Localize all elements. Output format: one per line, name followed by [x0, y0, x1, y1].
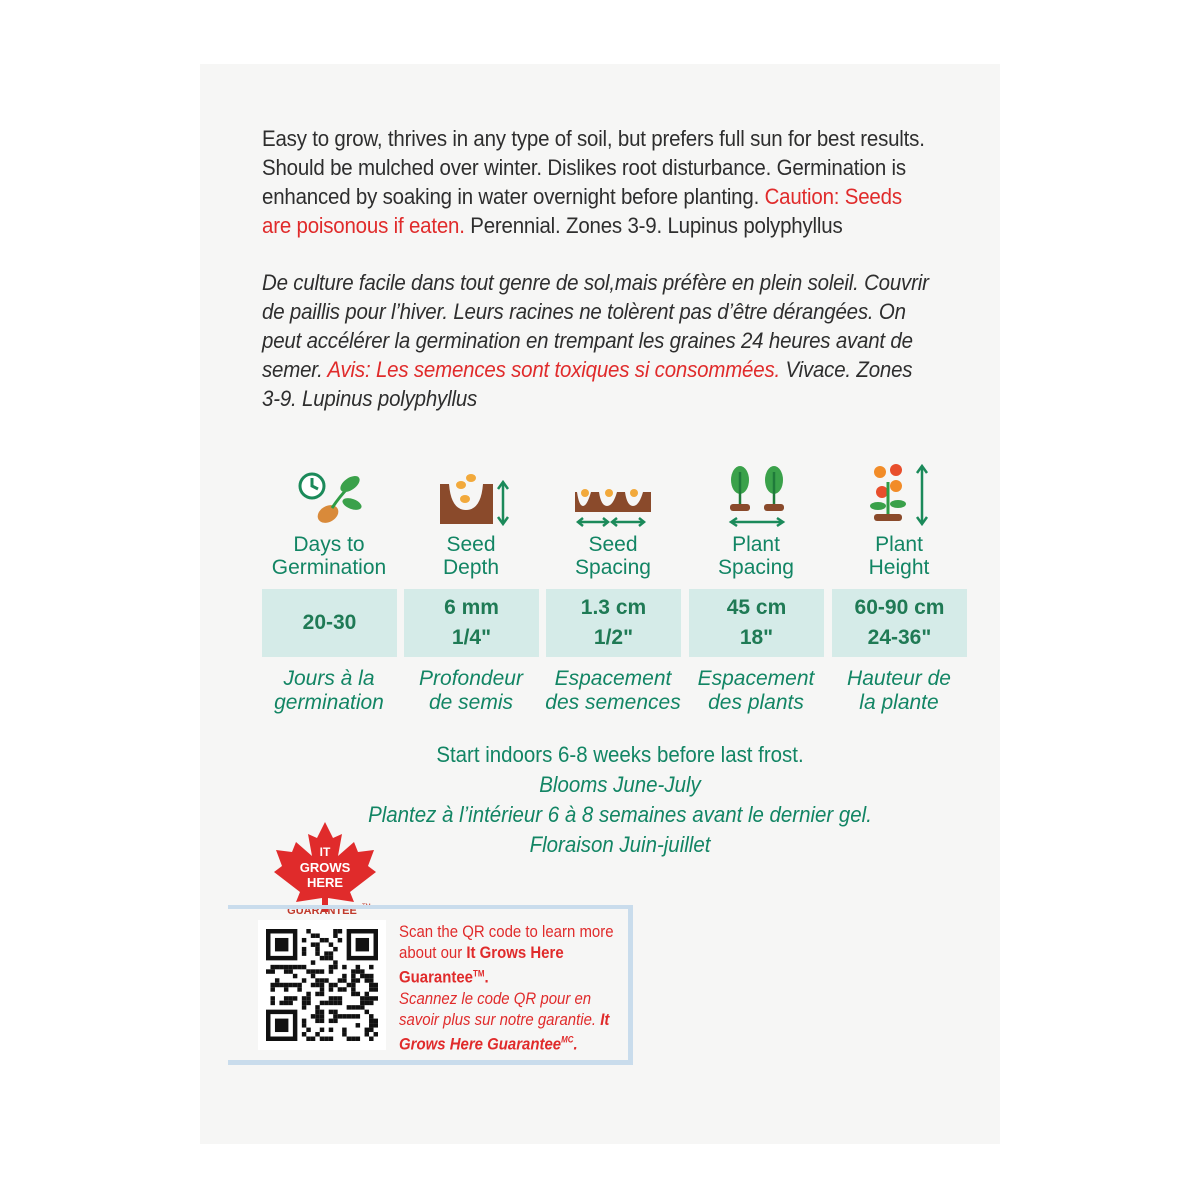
qr-module — [356, 1005, 360, 1009]
qr-module — [369, 987, 373, 991]
qr-module — [356, 1023, 360, 1027]
qr-module — [356, 978, 360, 982]
description-fr-text: De culture facile dans tout genre de sol,mais préfère en plein soleil. Couvrir de paillis pour l’hiver. Leurs racines ne tolèrent pas d’être dérangées. On peut accélérer la germination en trempant les graines 24 heures avant de semer. — [262, 270, 929, 382]
qr-module — [320, 1014, 324, 1018]
qr-module — [311, 933, 315, 937]
qr-module — [329, 942, 333, 946]
qr-module — [374, 987, 378, 991]
qr-module — [365, 978, 369, 982]
qr-module — [311, 974, 315, 978]
qr-module — [329, 965, 333, 969]
qr-module — [275, 965, 279, 969]
qr-module — [293, 983, 297, 987]
qr-module — [329, 983, 333, 987]
qr-module — [302, 1001, 306, 1005]
qr-module — [338, 1001, 342, 1005]
qr-module — [279, 965, 283, 969]
qr-module — [329, 996, 333, 1000]
qr-module — [369, 965, 373, 969]
qr-module — [351, 987, 355, 991]
qr-module — [311, 1037, 315, 1041]
qr-module — [374, 1019, 378, 1023]
description-en-text: Easy to grow, thrives in any type of soil, but prefers full sun for best results. Should be mulched over winter. Dislikes root disturbance. Germination is enhanced by soaking in water overnight before planting. — [262, 126, 925, 209]
qr-module — [356, 969, 360, 973]
qr-module — [320, 1010, 324, 1014]
qr-module — [333, 947, 337, 951]
description-french — [262, 268, 932, 413]
qr-module — [369, 1019, 373, 1023]
qr-module — [374, 996, 378, 1000]
qr-module — [356, 1014, 360, 1018]
label-profondeur-semis: Profondeur de semis — [419, 667, 523, 714]
qr-module — [306, 992, 310, 996]
qr-module — [333, 1019, 337, 1023]
qr-module — [333, 1010, 337, 1014]
qr-module — [342, 987, 346, 991]
qr-module — [315, 1005, 319, 1009]
qr-module — [342, 978, 346, 982]
qr-module — [284, 983, 288, 987]
qr-module — [315, 969, 319, 973]
qr-mc: MC — [561, 1034, 574, 1045]
qr-module — [329, 956, 333, 960]
qr-module — [333, 1014, 337, 1018]
qr-module — [369, 1014, 373, 1018]
seed-spacing-icon — [573, 462, 653, 528]
qr-module — [270, 996, 274, 1000]
qr-module — [351, 1037, 355, 1041]
badge-line-1: IT — [319, 845, 331, 859]
seed-depth-icon — [435, 462, 515, 528]
qr-module — [320, 1001, 324, 1005]
qr-module — [315, 1019, 319, 1023]
qr-module — [315, 933, 319, 937]
start-indoors-fr: Plantez à l’intérieur 6 à 8 semaines avant le dernier gel. — [368, 802, 872, 827]
qr-module — [360, 974, 364, 978]
qr-module — [311, 1014, 315, 1018]
qr-module — [324, 978, 328, 982]
qr-module — [374, 983, 378, 987]
badge-tm: TM — [362, 904, 371, 910]
qr-module — [311, 942, 315, 946]
qr-module — [315, 992, 319, 996]
qr-module — [302, 978, 306, 982]
qr-module — [293, 974, 297, 978]
qr-module — [338, 938, 342, 942]
qr-module — [329, 951, 333, 955]
qr-module — [311, 960, 315, 964]
qr-description: Scan the QR code to learn more about our It Grows Here Guarantee™. Scannez le code QR pour en savoir plus sur notre garantie. It Grows Here Guarantee$^{MC}$. — [399, 922, 614, 1054]
qr-module — [333, 1001, 337, 1005]
qr-module — [347, 1005, 351, 1009]
qr-module — [302, 938, 306, 942]
qr-module — [315, 978, 319, 982]
qr-module — [306, 1028, 310, 1032]
qr-module — [284, 965, 288, 969]
qr-module — [365, 974, 369, 978]
germination-clock-sprout-icon — [292, 462, 372, 528]
caution-fr: Avis: Les semences sont toxiques si consommées. — [327, 357, 780, 382]
plant-spacing-icon — [718, 462, 798, 528]
qr-module — [302, 965, 306, 969]
qr-module — [324, 1001, 328, 1005]
qr-module — [320, 969, 324, 973]
qr-module — [369, 974, 373, 978]
qr-module — [360, 1001, 364, 1005]
qr-module — [320, 956, 324, 960]
qr-module — [320, 1037, 324, 1041]
qr-module — [338, 987, 342, 991]
qr-module — [320, 987, 324, 991]
qr-module — [279, 1001, 283, 1005]
badge-ribbon: GUARANTEE — [287, 905, 357, 917]
qr-module — [351, 978, 355, 982]
qr-module — [297, 987, 301, 991]
blooms-en: Blooms June-July — [539, 772, 701, 797]
qr-module — [360, 969, 364, 973]
qr-code[interactable] — [266, 929, 378, 1041]
value-days-to-germination: 20-30 — [262, 589, 397, 657]
qr-code-container[interactable] — [258, 920, 386, 1050]
qr-module — [369, 1028, 373, 1032]
qr-module — [275, 978, 279, 982]
qr-module — [275, 1019, 288, 1032]
qr-module — [315, 942, 319, 946]
caution-en: Caution: Seeds are poisonous if eaten. — [262, 184, 902, 238]
label-espacement-semences: Espacement des semences — [545, 667, 681, 714]
qr-module — [338, 929, 342, 933]
qr-module — [302, 1023, 306, 1027]
qr-module — [360, 996, 364, 1000]
qr-module — [365, 992, 369, 996]
qr-module — [342, 965, 346, 969]
value-plant-spacing: 45 cm 18" — [689, 589, 824, 657]
start-indoors-en: Start indoors 6-8 weeks before last frost. — [436, 742, 804, 767]
value-plant-height: 60-90 cm 24-36" — [832, 589, 967, 657]
qr-module — [329, 969, 333, 973]
qr-module — [302, 1019, 306, 1023]
qr-module — [342, 1028, 346, 1032]
badge-line-2: GROWS — [299, 860, 351, 875]
qr-module — [320, 983, 324, 987]
qr-module — [351, 1014, 355, 1018]
blooms-fr: Floraison Juin-juillet — [529, 832, 711, 857]
description-en-tail: Perennial. Zones 3-9. Lupinus polyphyllus — [464, 213, 843, 238]
qr-module — [315, 947, 319, 951]
qr-module — [324, 951, 328, 955]
qr-module — [329, 1019, 333, 1023]
label-espacement-plants: Espacement des plants — [697, 667, 815, 714]
qr-module — [315, 1014, 319, 1018]
qr-module — [302, 1005, 306, 1009]
qr-module — [342, 1014, 346, 1018]
qr-module — [293, 996, 297, 1000]
qr-module — [338, 1014, 342, 1018]
qr-module — [333, 965, 337, 969]
qr-module — [324, 956, 328, 960]
qr-module — [329, 1010, 333, 1014]
qr-module — [329, 1028, 333, 1032]
qr-module — [356, 992, 360, 996]
qr-module — [329, 1037, 333, 1041]
qr-module — [351, 983, 355, 987]
qr-module — [356, 1037, 360, 1041]
qr-module — [320, 992, 324, 996]
value-seed-spacing: 1.3 cm 1/2" — [546, 589, 681, 657]
description-fr-tail: Vivace. Zones 3-9. Lupinus polyphyllus — [262, 357, 913, 411]
qr-module — [306, 969, 310, 973]
qr-module — [338, 996, 342, 1000]
qr-module — [333, 996, 337, 1000]
label-days-to-germination: Days to Germination — [271, 533, 387, 579]
qr-module — [284, 1001, 288, 1005]
qr-brand-en: It Grows Here Guarantee — [399, 943, 564, 987]
qr-module — [333, 960, 337, 964]
qr-module — [369, 1001, 373, 1005]
qr-module — [315, 983, 319, 987]
qr-module — [320, 938, 324, 942]
qr-module — [297, 983, 301, 987]
qr-module — [288, 983, 292, 987]
qr-module — [365, 1001, 369, 1005]
plant-height-icon — [862, 462, 942, 528]
qr-module — [369, 996, 373, 1000]
qr-module — [302, 947, 306, 951]
qr-module — [351, 969, 355, 973]
qr-module — [333, 929, 337, 933]
qr-module — [311, 983, 315, 987]
qr-module — [288, 996, 292, 1000]
qr-module — [356, 965, 360, 969]
qr-module — [279, 983, 283, 987]
qr-module — [270, 983, 274, 987]
qr-module — [266, 969, 270, 973]
qr-tm: TM — [473, 968, 485, 978]
qr-module — [320, 1019, 324, 1023]
label-seed-spacing: Seed Spacing — [575, 533, 651, 579]
qr-module — [306, 929, 310, 933]
value-seed-depth: 6 mm 1/4" — [404, 589, 539, 657]
qr-module — [315, 951, 319, 955]
qr-module — [365, 1032, 369, 1036]
qr-module — [338, 978, 342, 982]
qr-module — [356, 938, 369, 951]
label-plant-spacing: Plant Spacing — [718, 533, 794, 579]
qr-module — [306, 1001, 310, 1005]
qr-module — [369, 1037, 373, 1041]
qr-module — [288, 965, 292, 969]
qr-module — [347, 1037, 351, 1041]
qr-module — [293, 965, 297, 969]
qr-module — [342, 974, 346, 978]
qr-module — [306, 996, 310, 1000]
label-seed-depth: Seed Depth — [442, 533, 500, 579]
qr-module — [288, 969, 292, 973]
qr-module — [342, 1032, 346, 1036]
qr-module — [347, 983, 351, 987]
qr-module — [324, 1037, 328, 1041]
qr-module — [284, 996, 288, 1000]
qr-module — [365, 996, 369, 1000]
qr-module — [369, 978, 373, 982]
label-jours-germination: Jours à la germination — [274, 667, 384, 714]
badge-line-3: HERE — [306, 875, 344, 890]
qr-module — [297, 965, 301, 969]
qr-module — [329, 987, 333, 991]
qr-module — [302, 1032, 306, 1036]
qr-module — [365, 1028, 369, 1032]
qr-module — [365, 1010, 369, 1014]
qr-module — [369, 983, 373, 987]
qr-module — [270, 969, 274, 973]
qr-module — [315, 1032, 319, 1036]
qr-module — [351, 992, 355, 996]
qr-brand-fr: It Grows Here Guarantee — [399, 1009, 610, 1054]
label-plant-height: Plant Height — [868, 533, 930, 579]
qr-module — [324, 938, 328, 942]
qr-module — [270, 987, 274, 991]
qr-module — [320, 1028, 324, 1032]
qr-module — [374, 1023, 378, 1027]
qr-module — [311, 969, 315, 973]
qr-module — [360, 1005, 364, 1009]
qr-module — [333, 983, 337, 987]
qr-module — [333, 933, 337, 937]
qr-module — [270, 1001, 274, 1005]
qr-module — [275, 983, 279, 987]
qr-module — [284, 969, 288, 973]
qr-module — [275, 938, 288, 951]
qr-module — [315, 1010, 319, 1014]
qr-module — [347, 1014, 351, 1018]
qr-module — [369, 1023, 373, 1027]
label-hauteur-plante: Hauteur de la plante — [847, 667, 951, 714]
qr-module — [288, 1001, 292, 1005]
qr-module — [351, 974, 355, 978]
qr-module — [302, 996, 306, 1000]
qr-module — [374, 1032, 378, 1036]
qr-module — [284, 987, 288, 991]
qr-module — [270, 965, 274, 969]
qr-module — [351, 1005, 355, 1009]
qr-module — [302, 951, 306, 955]
qr-module — [320, 978, 324, 982]
qr-module — [329, 1001, 333, 1005]
qr-module — [306, 1037, 310, 1041]
description-english — [262, 124, 932, 240]
